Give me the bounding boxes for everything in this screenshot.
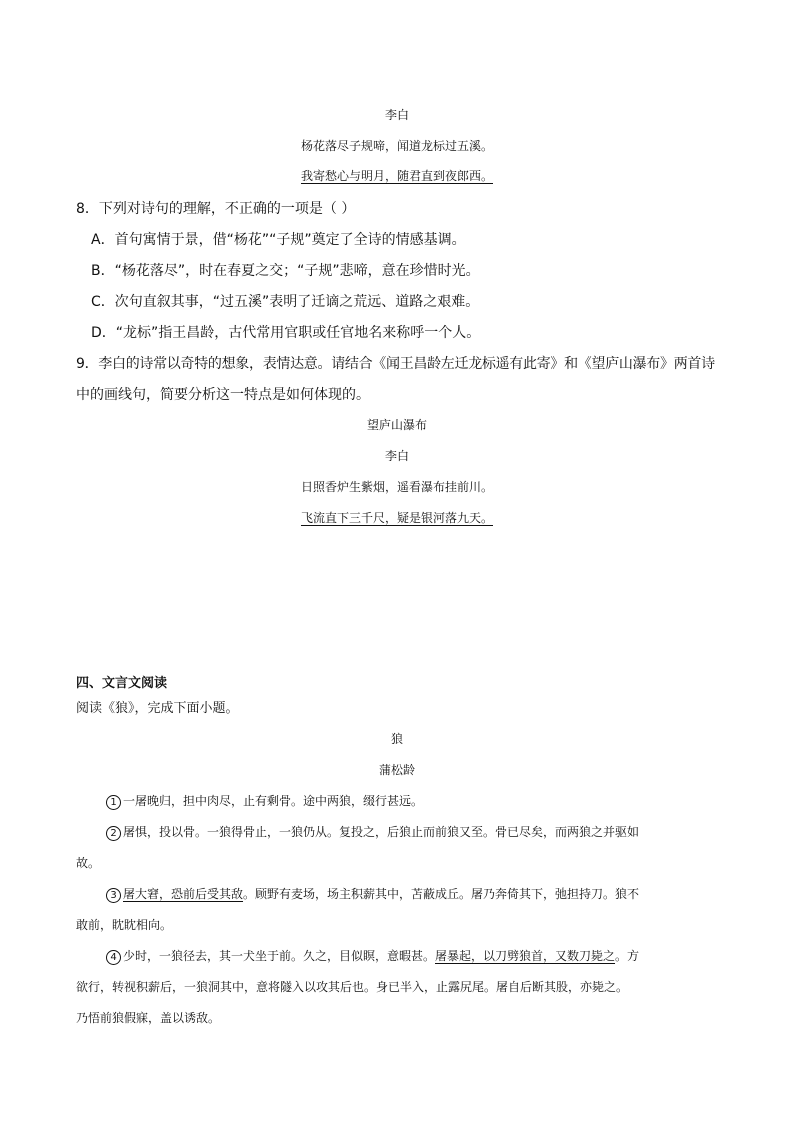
wolf-title: 狼 (390, 732, 403, 746)
wolf-paragraph-4-line2: 欲行，转视积薪后，一狼洞其中，意将隧入以攻其后也。身已半入，止露尻尾。屠自后断其股，亦毙之。 (76, 980, 629, 994)
wolf-paragraph-2-text: 屠惧，投以骨。一狼得骨止，一狼仍从。复投之，后狼止而前狼又至。骨已尽矣，而两狼之并驱如 (123, 825, 640, 839)
paragraph-number-3: 3 (106, 888, 121, 903)
poem1-line2 (0, 167, 794, 184)
poem1-author: 李白 (384, 108, 409, 122)
wolf-paragraph-3-underlined: 屠大窘，恐前后受其敌 (123, 887, 244, 901)
section-4-instruction: 阅读《狼》，完成下面小题。 (76, 701, 239, 716)
question-8-option-a: A．首句寓情于景，借“杨花”“子规”奠定了全诗的情感基调。 (91, 232, 466, 248)
wolf-paragraph-3-rest: 。顾野有麦场，场主积薪其中，苫蔽成丘。屠乃奔倚其下，弛担持刀。狼不 (243, 887, 640, 901)
question-9-line1: 9．李白的诗常以奇特的想象，表情达意。请结合《闻王昌龄左迁龙标遥有此寄》和《望庐山瀑布》两首诗 (76, 356, 715, 372)
question-9-line2: 中的画线句，简要分析这一特点是如何体现的。 (76, 387, 370, 403)
poem2-line1: 日照香炉生紫烟，遥看瀑布挂前川。 (300, 480, 493, 494)
question-8-option-b: B．“杨花落尽”，时在春夏之交；“子规”悲啼，意在珍惜时光。 (91, 263, 480, 279)
wolf-paragraph-3-line1 (106, 885, 639, 903)
wolf-paragraph-3-line2: 敢前，眈眈相向。 (76, 918, 173, 932)
poem1-line2-underlined: 我寄愁心与明月，随君直到夜郎西。 (300, 169, 493, 183)
poem1-line1: 杨花落尽子规啼，闻道龙标过五溪。 (300, 139, 493, 153)
wolf-paragraph-1 (106, 792, 423, 810)
wolf-paragraph-4-text-b: 。方 (615, 949, 640, 963)
wolf-paragraph-1-text: 一屠晚归，担中肉尽，止有剩骨。途中两狼，缀行甚远。 (123, 794, 424, 808)
paragraph-number-1: 1 (106, 795, 121, 810)
paragraph-number-2: 2 (106, 826, 121, 841)
question-8-stem: 8．下列对诗句的理解，不正确的一项是（ ） (76, 201, 356, 217)
question-8-option-d: D．“龙标”指王昌龄，古代常用官职或任官地名来称呼一个人。 (91, 325, 481, 341)
wolf-paragraph-4-underlined: 屠暴起，以刀劈狼首，又数刀毙之 (435, 949, 616, 963)
wolf-paragraph-2-line1 (106, 823, 639, 841)
poem2-title: 望庐山瀑布 (366, 418, 427, 432)
wolf-paragraph-2-line2: 故。 (76, 856, 101, 870)
question-8-option-c: C．次句直叙其事，“过五溪”表明了迁谪之荒远、道路之艰难。 (91, 294, 480, 310)
wolf-paragraph-4-text-a: 少时，一狼径去，其一犬坐于前。久之，目似瞑，意暇甚。 (123, 949, 436, 963)
section-4-heading: 四、文言文阅读 (76, 676, 168, 691)
wolf-author: 蒲松龄 (378, 763, 415, 777)
poem2-line2-underlined: 飞流直下三千尺，疑是银河落九天。 (300, 511, 493, 525)
wolf-paragraph-4-line1 (106, 947, 639, 965)
poem2-author: 李白 (384, 449, 409, 463)
wolf-paragraph-4-line3: 乃悟前狼假寐，盖以诱敌。 (76, 1011, 221, 1025)
paragraph-number-4: 4 (106, 950, 121, 965)
poem2-line2 (0, 509, 794, 526)
